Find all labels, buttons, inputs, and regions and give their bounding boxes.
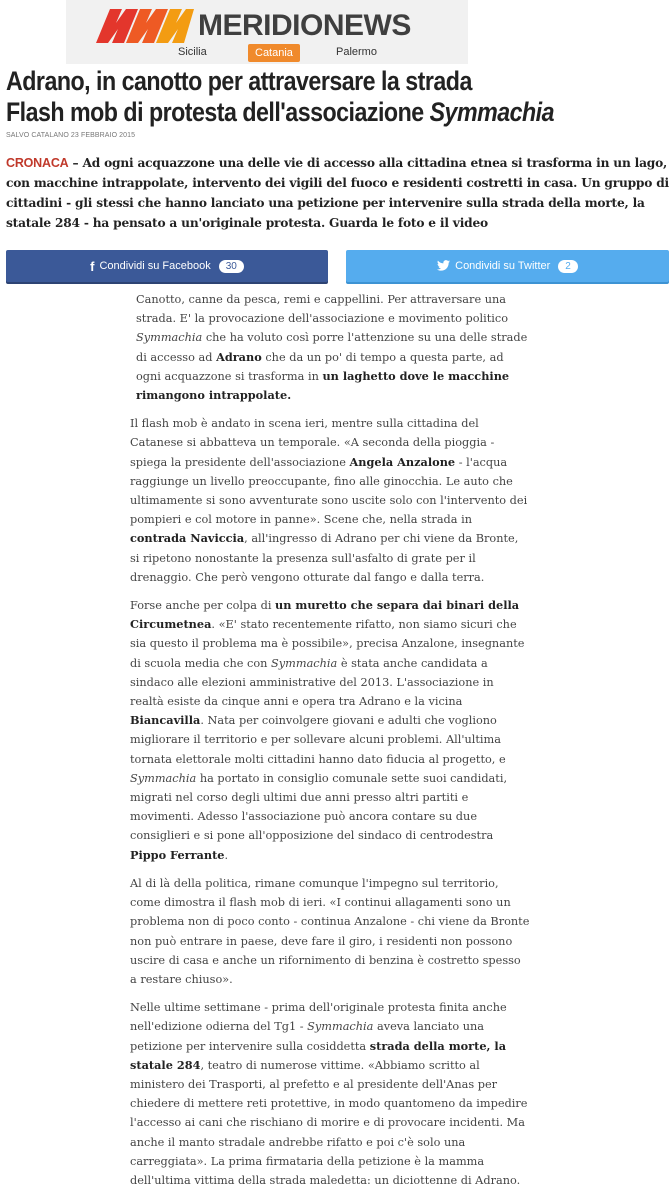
share-facebook-button[interactable] xyxy=(6,250,328,282)
logo-text-part-b: NEWS xyxy=(322,9,411,42)
lead-text: – Ad ogni acquazzone una delle vie di accesso alla cittadina etnea si trasforma in un lago, con macchine intrappolate, intervento dei vigili del fuoco e residenti costretti in casa. Un gruppo di cittadini - gli stessi che hanno lanciato una petizione per intervenire sulla strada della morte, la statale 284 - ha pensato a un'originale protesta. Guarda le foto e il video xyxy=(6,156,669,230)
text-run: che da un po' di tempo a questa parte, ad ogni acquazzone si trasforma in xyxy=(136,350,504,383)
text-run: Al di là della politica, rimane comunque l'impegno sul territorio, come dimostra il flash mob di ieri. «I continui allagamenti sono un problema non di poco conto - continua Anzalone - chi viene da Bronte non può entrare in paese, deve fare il giro, i residenti non possono uscire di casa e anche un rifornimento di benzina è costretto spesso a restare chiuso». xyxy=(130,876,530,986)
text-run: Nelle ultime settimane - prima dell'originale protesta finita anche nell'edizione odierna del Tg1 - xyxy=(130,1001,507,1034)
text-run: ha portato in consiglio comunale sette suoi candidati, migrati nel corso degli ultimi due anni presso altri partiti e movimenti. Adesso l'associazione può ancora contare su due consiglieri e si pone all'opposizione del sindaco di centrodestra xyxy=(130,771,508,843)
article-lead xyxy=(6,153,672,233)
text-run: , teatro di numerose vittime. «Abbiamo scritto al ministero dei Trasporti, al prefetto e al presidente dell'Anas per chiedere di mettere reti protettive, in modo quantomeno da impedire l'accesso ai cani che rischiano di morire e di provocare incidenti. Ma anche il manto stradale andrebbe rifatto e poi c'è solo una carreggiata». La prima firmataria della petizione è la mamma dell'ultima vittima della strada maledetta: un diciottenne di Adrano. xyxy=(130,1058,528,1187)
bold-text: Angela Anzalone xyxy=(349,454,456,469)
byline: SALVO CATALANO 23 FEBBRAIO 2015 xyxy=(6,132,136,139)
text-run: Il flash mob è andato in scena ieri, mentre sulla cittadina del Catanese si abbatteva un temporale. «A seconda della pioggia - spiega la presidente dell'associazione xyxy=(130,417,495,469)
text-run: che ha voluto così porre l'attenzione su una delle strade di accesso ad xyxy=(136,331,528,364)
article-paragraph xyxy=(130,596,530,865)
text-run: Forse anche per colpa di xyxy=(130,599,276,613)
bold-text: contrada Naviccia xyxy=(130,531,245,546)
logo-mark-icon xyxy=(96,9,194,43)
article-paragraph xyxy=(130,290,530,405)
italic-text: Symmachia xyxy=(307,1020,374,1034)
text-run: . Nata per coinvolgere giovani e adulti che vogliono migliorare il territorio e per sollevare alcuni problemi. All'ultima tornata elettorale molti cittadini hanno dato fiducia al progetto, e xyxy=(130,714,506,766)
masthead xyxy=(66,0,468,64)
share-facebook-label: Condividi su Facebook xyxy=(99,260,211,272)
article-paragraph xyxy=(130,998,530,1190)
category-link[interactable]: CRONACA xyxy=(6,156,69,170)
bold-text: Biancavilla xyxy=(130,713,201,728)
text-run: aveva lanciato una petizione per intervenire sulla cosiddetta xyxy=(130,1020,485,1053)
italic-text: Symmachia xyxy=(130,771,197,785)
text-run: - l'acqua raggiunge un livello preoccupante, fino alle ginocchia. Le auto che ultimamente si sono avventurate sono uscite solo con l'intervento dei pompieri e col motore in panne». Scene che, nella strada in xyxy=(130,455,528,527)
share-facebook-count: 30 xyxy=(219,260,244,273)
article-title xyxy=(6,66,574,128)
logo-text-part-a: MERIDIO xyxy=(198,9,323,42)
text-run: . xyxy=(224,848,229,862)
site-logo-text xyxy=(198,8,411,44)
bold-text: Pippo Ferrante xyxy=(130,847,225,862)
italic-text: Symmachia xyxy=(271,656,338,670)
city-link-sicilia[interactable]: Sicilia xyxy=(178,46,207,58)
bold-text: un muretto che separa dai binari della Circumetnea xyxy=(130,598,520,632)
text-run: è stata anche candidata a sindaco alle elezioni amministrative del 2013. L'associazione in realtà esiste da cinque anni e opera tra Adrano e la vicina xyxy=(130,656,494,709)
share-twitter-button[interactable] xyxy=(346,250,669,282)
text-run: , all'ingresso di Adrano per chi viene da Bronte, si ripetono nonostante la presenza sull'asfalto di grate per il drenaggio. Che però vengono otturate dal fango e dalla terra. xyxy=(130,532,519,584)
text-run: Canotto, canne da pesca, remi e cappellini. Per attraversare una strada. E' la provocazione dell'associazione e movimento politico xyxy=(136,293,509,326)
text-run: . «E' stato recentemente rifatto, non siamo sicuri che sia questo il problema ma è possibile», precisa Anzalone, insegnante di scuola media che con xyxy=(130,618,525,670)
article-paragraph xyxy=(130,414,530,587)
italic-text: Symmachia xyxy=(136,331,203,345)
city-link-catania[interactable]: Catania xyxy=(248,44,300,62)
twitter-icon xyxy=(437,259,450,274)
bold-text: Adrano xyxy=(216,349,262,364)
bold-text: un laghetto dove le macchine rimangono intrappolate. xyxy=(136,368,510,403)
share-twitter-count: 2 xyxy=(558,260,578,273)
title-line-2-prefix: Flash mob di protesta dell'associazione xyxy=(6,97,430,127)
share-twitter-label: Condividi su Twitter xyxy=(455,260,551,272)
site-logo[interactable] xyxy=(96,8,411,44)
title-line-2-em: Symmachia xyxy=(429,97,555,127)
city-nav xyxy=(66,44,468,64)
facebook-icon: f xyxy=(90,258,95,274)
bold-text: strada della morte, la statale 284 xyxy=(130,1038,507,1072)
city-link-palermo[interactable]: Palermo xyxy=(336,46,377,58)
title-line-1: Adrano, in canotto per attraversare la strada xyxy=(6,66,472,96)
article-body xyxy=(130,290,530,1199)
article-paragraph xyxy=(130,874,530,989)
